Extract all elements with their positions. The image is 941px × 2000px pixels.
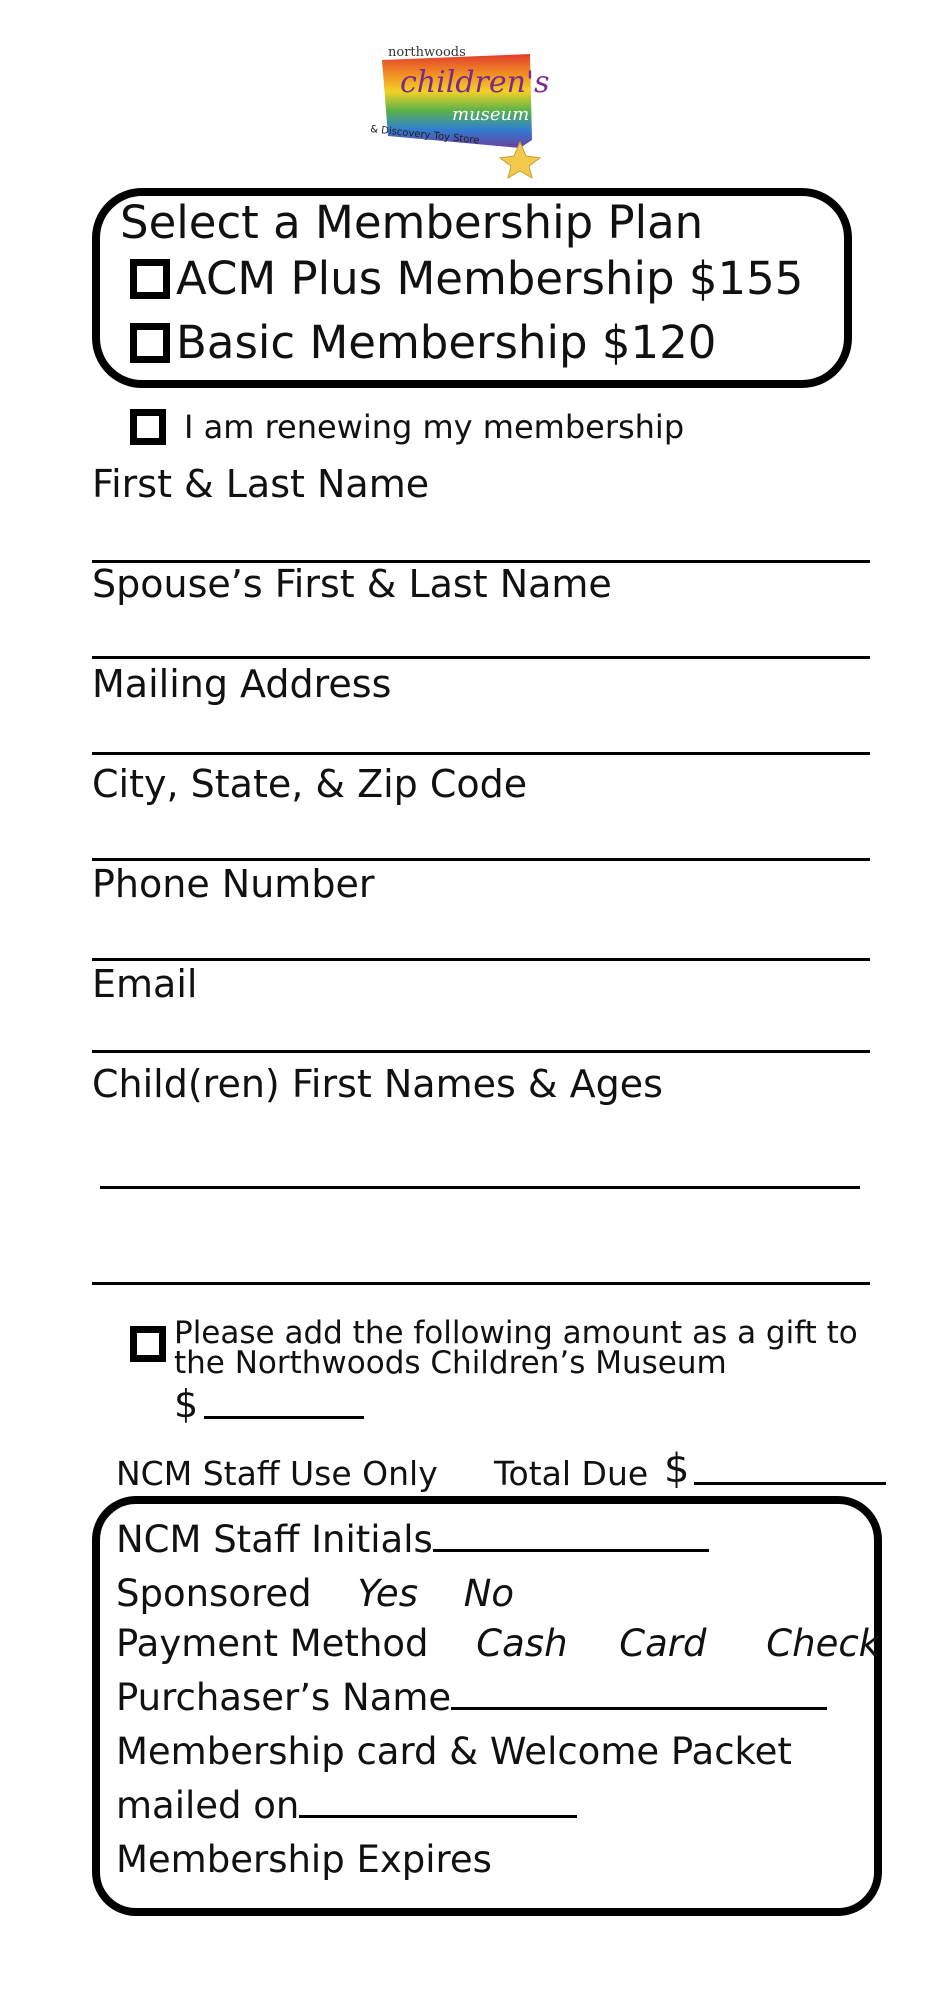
plan-option-label: ACM Plus Membership $155 xyxy=(176,252,804,305)
line-mailing-address[interactable] xyxy=(92,752,870,755)
packet-row-1 xyxy=(116,1730,792,1773)
payment-cash[interactable]: Cash xyxy=(476,1622,568,1665)
label-email: Email xyxy=(92,962,198,1006)
museum-logo xyxy=(370,40,550,180)
gift-option xyxy=(130,1315,900,1438)
label-phone-number: Phone Number xyxy=(92,862,375,906)
logo-text-toystore: & Discovery Toy Store xyxy=(370,124,480,147)
purchaser-line[interactable] xyxy=(451,1707,827,1710)
sponsored-row xyxy=(116,1572,514,1615)
line-children-1[interactable] xyxy=(100,1186,860,1189)
checkbox-renewing[interactable] xyxy=(130,409,166,445)
expires-label: Membership Expires xyxy=(116,1838,492,1881)
plan-option-acm-plus[interactable] xyxy=(130,252,803,305)
payment-card[interactable]: Card xyxy=(619,1622,707,1665)
label-children: Child(ren) First Names & Ages xyxy=(92,1062,663,1106)
expires-row xyxy=(116,1838,492,1881)
purchaser-row xyxy=(116,1676,827,1719)
logo-text-northwoods: northwoods xyxy=(388,45,466,60)
line-spouse-name[interactable] xyxy=(92,656,870,659)
plan-title: Select a Membership Plan xyxy=(120,196,704,249)
sponsored-yes[interactable]: Yes xyxy=(357,1572,418,1615)
packet-label-2: mailed on xyxy=(116,1784,300,1827)
line-email[interactable] xyxy=(92,1050,870,1053)
sponsored-no[interactable]: No xyxy=(463,1572,515,1615)
staff-initials-line[interactable] xyxy=(433,1549,709,1552)
gift-currency: $ xyxy=(174,1382,199,1426)
star-icon xyxy=(500,142,540,178)
staff-initials-row xyxy=(116,1518,709,1561)
payment-check[interactable]: Check xyxy=(766,1622,881,1665)
plan-option-label: Basic Membership $120 xyxy=(176,316,717,369)
gift-text: Please add the following amount as a gift to the Northwoods Children’s Museum xyxy=(174,1315,858,1381)
sponsored-label: Sponsored xyxy=(116,1572,312,1615)
line-children-2[interactable] xyxy=(92,1282,870,1285)
packet-row-2 xyxy=(116,1784,577,1827)
total-due-label: Total Due xyxy=(494,1454,649,1493)
label-mailing-address: Mailing Address xyxy=(92,662,392,706)
checkbox-acm-plus[interactable] xyxy=(130,259,170,299)
total-due-currency: $ xyxy=(664,1446,690,1492)
payment-method-row xyxy=(116,1622,880,1665)
staff-use-only-label: NCM Staff Use Only xyxy=(116,1454,438,1493)
packet-label-1: Membership card & Welcome Packet xyxy=(116,1730,792,1773)
plan-option-basic[interactable] xyxy=(130,316,716,369)
payment-method-label: Payment Method xyxy=(116,1622,429,1665)
line-phone-number[interactable] xyxy=(92,958,870,961)
line-city-state-zip[interactable] xyxy=(92,858,870,861)
renewing-label: I am renewing my membership xyxy=(184,408,685,446)
renewing-option[interactable] xyxy=(130,408,684,446)
label-first-last-name: First & Last Name xyxy=(92,462,430,506)
logo-text-museum: museum xyxy=(452,104,530,125)
checkbox-basic[interactable] xyxy=(130,323,170,363)
purchaser-label: Purchaser’s Name xyxy=(116,1676,452,1719)
mailed-on-line[interactable] xyxy=(299,1815,577,1818)
checkbox-gift[interactable] xyxy=(130,1326,166,1362)
gift-amount-line[interactable] xyxy=(204,1416,364,1419)
total-due-line[interactable] xyxy=(694,1482,886,1485)
staff-initials-label: NCM Staff Initials xyxy=(116,1518,433,1561)
label-spouse-name: Spouse’s First & Last Name xyxy=(92,562,612,606)
logo-text-childrens: children's xyxy=(400,65,550,100)
label-city-state-zip: City, State, & Zip Code xyxy=(92,762,528,806)
